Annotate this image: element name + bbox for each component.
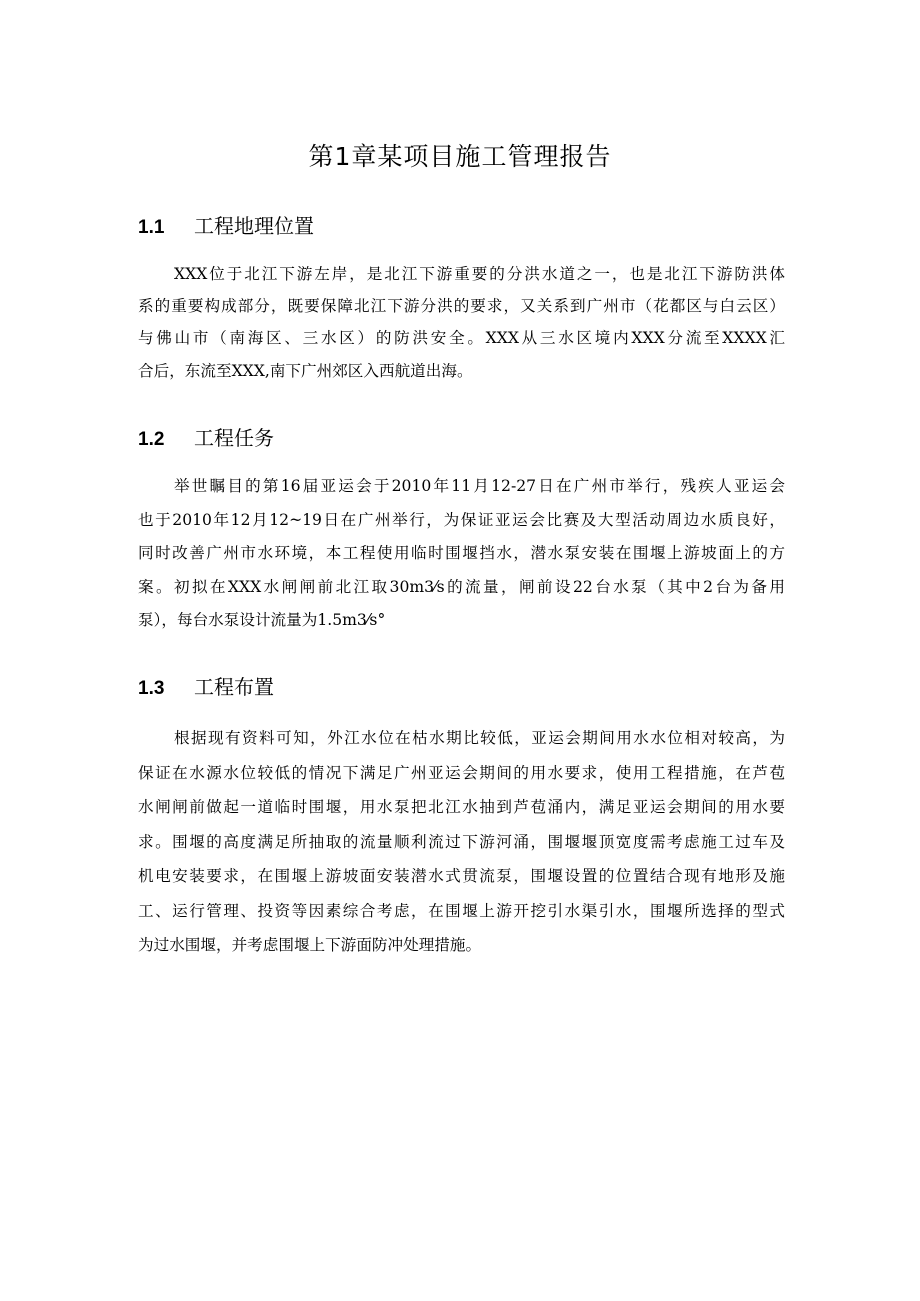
- section-heading-1-1: [138, 210, 314, 242]
- section-number: 1.1: [138, 217, 165, 238]
- paragraph-line: 根据现有资料可知，外江水位在枯水期比较低，亚运会期间用水水位相对较高，为: [174, 729, 785, 747]
- paragraph-line: 同时改善广州市水环境，本工程使用临时围堰挡水，潜水泵安装在围堰上游坡面上的方: [138, 544, 785, 562]
- paragraph-line: 合后，东流至XXX,南下广州郊区入西航道出海。: [138, 362, 473, 380]
- section-title: 工程布置: [194, 675, 274, 699]
- paragraph-line: 求。围堰的高度满足所抽取的流量顺利流过下游河涌，围堰堰顶宽度需考虑施工过车及: [138, 833, 785, 851]
- paragraph-line: 案。初拟在XXX水闸闸前北江取30m3⁄s的流量，闸前设22台水泵（其中2台为备用: [138, 578, 785, 596]
- paragraph-line: 也于2010年12月12~19日在广州举行，为保证亚运会比赛及大型活动周边水质良好，: [138, 511, 785, 529]
- section-heading-1-2: [138, 422, 274, 454]
- section-number: 1.3: [138, 678, 165, 699]
- paragraph-line: 机电安装要求，在围堰上游坡面安装潜水式贯流泵，围堰设置的位置结合现有地形及施: [138, 867, 785, 885]
- section-heading-1-3: [138, 671, 274, 703]
- paragraph-line: 举世瞩目的第16届亚运会于2010年11月12-27日在广州市举行，残疾人亚运会: [174, 477, 785, 495]
- paragraph-line: 水闸闸前做起一道临时围堰，用水泵把北江水抽到芦苞涌内，满足亚运会期间的用水要: [138, 798, 785, 816]
- paragraph-line: XXX位于北江下游左岸，是北江下游重要的分洪水道之一，也是北江下游防洪体: [174, 265, 785, 283]
- section-number: 1.2: [138, 429, 165, 450]
- paragraph-line: 保证在水源水位较低的情况下满足广州亚运会期间的用水要求，使用工程措施，在芦苞: [138, 764, 785, 782]
- section-title: 工程地理位置: [194, 214, 314, 238]
- paragraph-line: 与佛山市（南海区、三水区）的防洪安全。XXX从三水区境内XXX分流至XXXX汇: [138, 329, 785, 347]
- paragraph-line: 为过水围堰，并考虑围堰上下游面防冲处理措施。: [138, 936, 482, 954]
- document-title: 第1章某项目施工管理报告: [308, 142, 612, 171]
- section-title: 工程任务: [194, 426, 274, 450]
- paragraph-line: 工、运行管理、投资等因素综合考虑，在围堰上游开挖引水渠引水，围堰所选择的型式: [138, 902, 785, 920]
- paragraph-line: 系的重要构成部分，既要保障北江下游分洪的要求，又关系到广州市（花都区与白云区）: [138, 297, 785, 315]
- paragraph-line: 泵），每台水泵设计流量为1.5m3⁄s°: [138, 611, 386, 629]
